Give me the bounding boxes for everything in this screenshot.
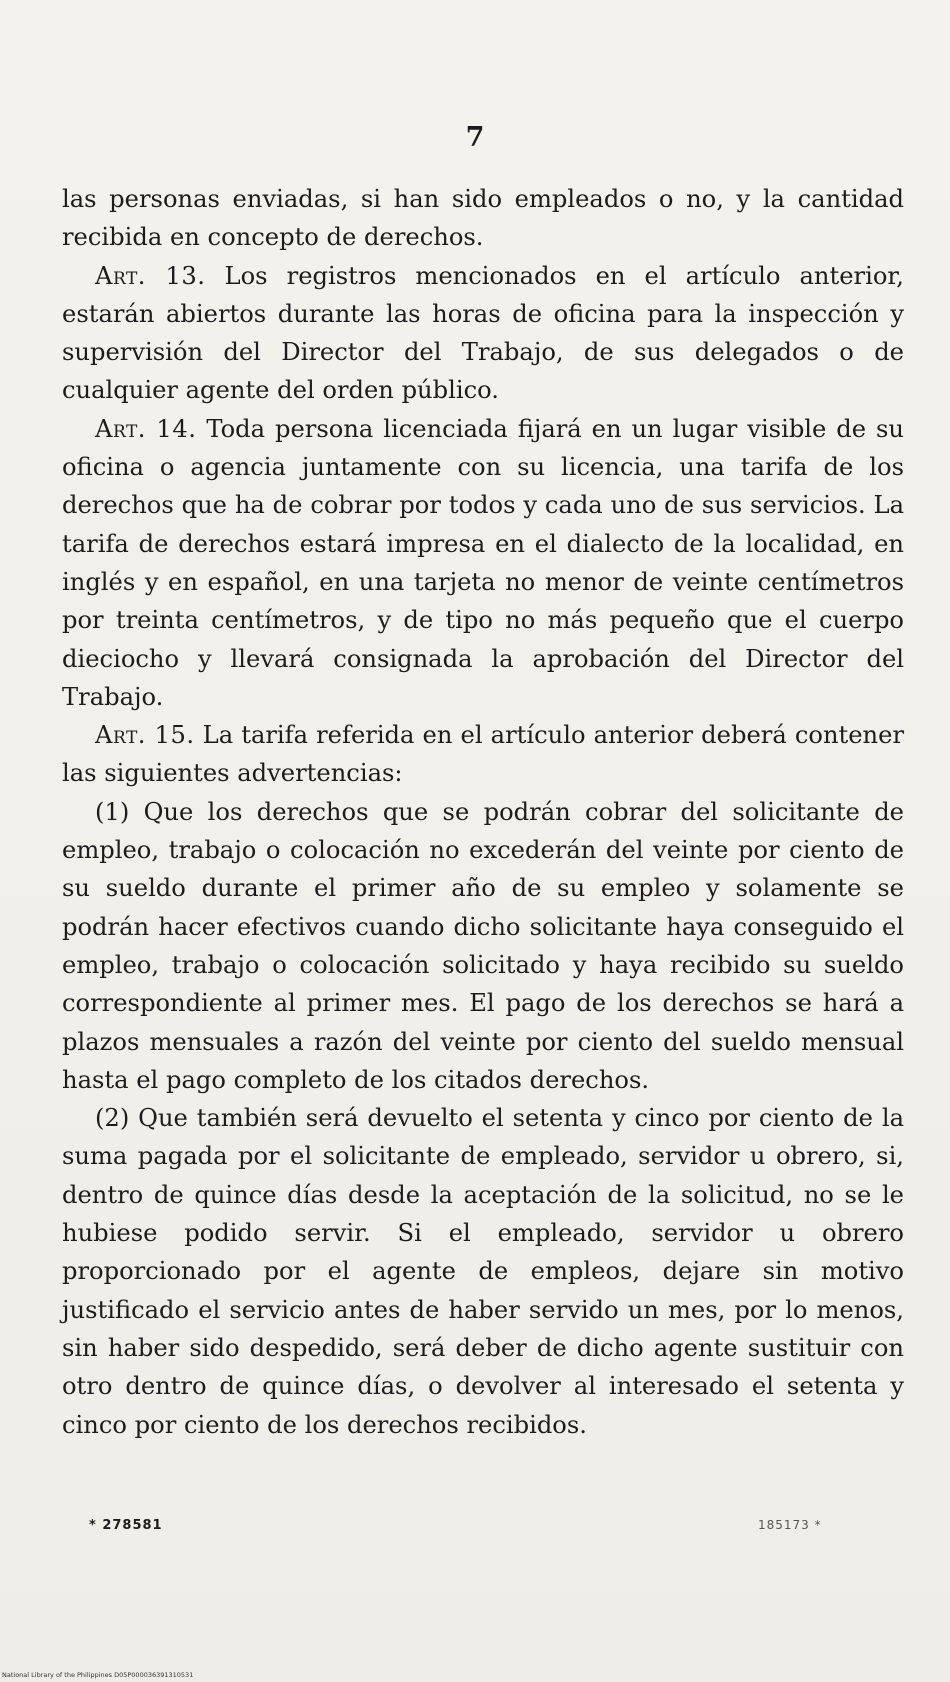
paragraph-text: Toda persona licenciada fijará en un lugar visible de su oficina o agencia juntamente con su licencia, una tarifa de los derechos que ha de cobrar por todos y cada uno de sus servicios. La tarifa de derechos estará impresa en el dialecto de la localidad, en inglés y en español, en una tarjeta no menor de veinte centímetros por treinta centímetros, y de tipo no más pequeño que el cuerpo dieciocho y llevará consignada la aprobación del Director del Trabajo. (62, 414, 905, 711)
page-number: 7 (465, 122, 485, 153)
scan-credit: National Library of the Philippines D05P000036391310531 (2, 1671, 194, 1679)
paragraph-text: (2) Que también será devuelto el setenta y cinco por ciento de la suma pagada por el solicitante de empleado, servidor u obrero, si, dentro de quince días desde la aceptación de la solicitud, no se le hubiese podido servir. Si el empleado, servidor u obrero proporcionado por el agente de empleos, dejare sin motivo justificado el servicio antes de haber servido un mes, por lo menos, sin haber sido despedido, será deber de dicho agente sustituir con otro dentro de quince días, o devolver al interesado el setenta y cinco por ciento de los derechos recibidos. (62, 1104, 904, 1439)
paragraph-art-13 (62, 257, 904, 410)
paragraph-item-2 (62, 1099, 904, 1444)
mirror-print-code: 185173 * (758, 1518, 822, 1532)
article-label: Art. 15. (95, 721, 195, 750)
paragraph-text: Los registros mencionados en el artículo anterior, estarán abiertos durante las horas de oficina para la inspección y supervisión del Director del Trabajo, de sus delegados o de cualquier agente del orden público. (62, 261, 904, 405)
article-label: Art. 13. (95, 261, 206, 290)
body-text (62, 180, 904, 1444)
paragraph-text: (1) Que los derechos que se podrán cobrar del solicitante de empleo, trabajo o colocación no excederán del veinte por ciento de su sueldo durante el primer año de su empleo y solamente se podrán hacer efectivos cuando dicho solicitante haya conseguido el empleo, trabajo o colocación solicitado y haya recibido su sueldo correspondiente al primer mes. El pago de los derechos se hará a plazos mensuales a razón del veinte por ciento del sueldo mensual hasta el pago completo de los citados derechos. (62, 797, 904, 1094)
paragraph-text: las personas enviadas, si han sido empleados o no, y la cantidad recibida en concepto de derechos. (62, 185, 904, 252)
print-code: * 278581 (89, 1518, 163, 1533)
paragraph-continuation (62, 180, 904, 257)
paragraph-text: La tarifa referida en el artículo anterior deberá contener las siguientes advertencias: (62, 721, 905, 788)
paragraph-art-15 (62, 716, 904, 793)
paragraph-item-1 (62, 793, 904, 1099)
paragraph-art-14 (62, 410, 904, 716)
article-label: Art. 14. (95, 414, 197, 443)
